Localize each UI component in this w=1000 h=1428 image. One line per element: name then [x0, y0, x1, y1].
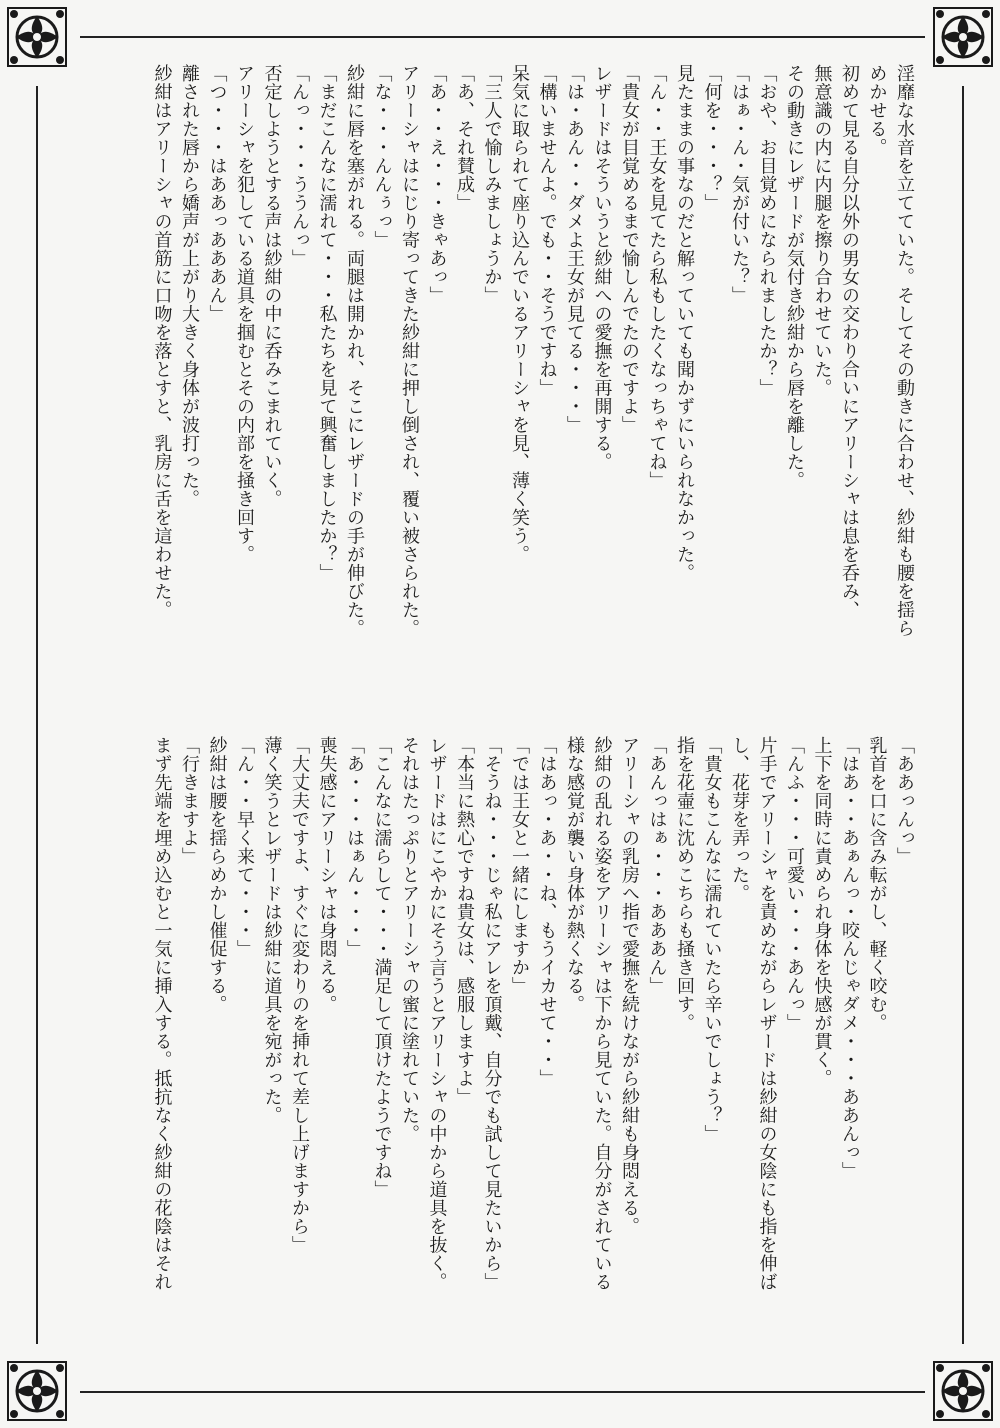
corner-ornament-icon [2, 1356, 72, 1426]
text-line: 「本当に熱心ですね貴女は、感服しますよ」 [454, 736, 475, 1106]
text-line: し、花芽を弄った。 [729, 736, 750, 903]
text-line: 「何を・・・？」 [701, 64, 723, 212]
text-line: 「ん・・早く来て・・・」 [234, 736, 255, 958]
text-line: 「三人で愉しみましょうか」 [481, 64, 503, 305]
text-line: 呆気に取られて座り込んでいるアリーシャを見、薄く笑う。 [509, 64, 530, 564]
text-line: 「あ・・え・・・きゃあっ」 [426, 64, 448, 305]
text-line: 指を花壷に沈めこちらも掻き回す。 [674, 736, 695, 1032]
text-line: 喪失感にアリーシャは身悶える。 [316, 736, 338, 1014]
text-line: 離された唇から嬌声が上がり大きく身体が波打った。 [179, 64, 200, 508]
text-line: 「あんっはぁ・・・あああん」 [646, 736, 668, 995]
text-line: 「あ、それ賛成」 [454, 64, 475, 212]
left-border-rule [36, 86, 38, 1344]
text-line: 「そうね・・・じゃ私にアレを頂戴、自分でも試して見たいから」 [481, 736, 503, 1291]
text-line: 「おや、お目覚めになられましたか？」 [756, 64, 778, 397]
text-line: 「貴女が目覚めるまで愉しんでたのですよ」 [619, 64, 640, 434]
text-line: 「な・・・んんぅっ」 [371, 64, 393, 249]
text-line: 「あ・・・はぁん・・・」 [344, 736, 365, 958]
text-line: 様な感覚が襲い身体が熱くなる。 [564, 736, 585, 1014]
text-line: めかせる。 [866, 64, 888, 157]
text-line: アリーシャはにじり寄ってきた紗紺に押し倒され、覆い被さられた。 [399, 64, 420, 638]
bottom-border-rule [80, 1391, 925, 1393]
text-line: アリーシャを犯している道具を掴むとその内部を掻き回す。 [234, 64, 255, 564]
text-line: 「こんなに濡らして・・・満足して頂けたようですね」 [371, 736, 393, 1199]
text-line: 「つ・・・はああっあああん」 [206, 64, 228, 323]
text-line: 「ん・・王女を見てたら私もしたくなっちゃてね」 [646, 64, 668, 490]
text-line: レザードはそういうと紗紺への愛撫を再開する。 [591, 64, 613, 471]
text-line: 初めて見る自分以外の男女の交わり合いにアリーシャは息を呑み、 [839, 64, 860, 619]
text-line: 「はあ・・あぁんっ・咬んじゃダメ・・・ああんっ」 [839, 736, 860, 1180]
text-line: 「まだこんなに濡れて・・・私たちを見て興奮しましたか？」 [316, 64, 338, 582]
text-line: アリーシャの乳房へ指で愛撫を続けながら紗紺も身悶える。 [619, 736, 640, 1236]
text-line: 「は・あん・・ダメよ王女が見てる・・・」 [564, 64, 585, 434]
text-line: 「んふ・・・可愛い・・・あんっ」 [784, 736, 805, 1032]
corner-ornament-icon [2, 2, 72, 72]
text-line: 紗紺に唇を塞がれる。両腿は開かれ、そこにレザードの手が伸びた。 [344, 64, 365, 638]
text-line: その動きにレザードが気付き紗紺から唇を離した。 [784, 64, 805, 490]
text-line: 「構いませんよ。でも・・そうですね」 [536, 64, 558, 397]
text-line: 否定しようとする声は紗紺の中に呑みこまれていく。 [261, 64, 283, 508]
lower-text-block [148, 736, 918, 1366]
text-line: まず先端を埋め込むと一気に挿入する。抵抗なく紗紺の花陰はそれ [151, 736, 173, 1291]
text-line: 「ああっんっ」 [894, 736, 915, 866]
text-line: 片手でアリーシャを責めながらレザードは紗紺の女陰にも指を伸ば [756, 736, 778, 1291]
text-line: 乳首を口に含み転がし、軽く咬む。 [866, 736, 888, 1032]
text-line: 紗紺はアリーシャの首筋に口吻を落とすと、乳房に舌を這わせた。 [151, 64, 173, 619]
text-line: 「大丈夫ですよ、すぐに変わりのを挿れて差し上げますから」 [289, 736, 310, 1254]
text-line: 上下を同時に責められ身体を快感が貫く。 [811, 736, 833, 1088]
top-border-rule [80, 36, 925, 38]
right-border-rule [962, 86, 964, 1344]
corner-ornament-icon [928, 1356, 998, 1426]
corner-ornament-icon [928, 2, 998, 72]
text-line: レザードはにこやかにそう言うとアリーシャの中から道具を抜く。 [426, 736, 448, 1291]
text-line: 「貴女もこんなに濡れていたら辛いでしょう？」 [701, 736, 723, 1143]
text-line: 薄く笑うとレザードは紗紺に道具を宛がった。 [261, 736, 283, 1125]
text-line: 紗紺は腰を揺らめかし催促する。 [206, 736, 228, 1014]
text-line: 無意識の内に内腿を擦り合わせていた。 [811, 64, 833, 397]
text-line: 「行きますよ」 [179, 736, 200, 866]
upper-text-block [148, 64, 918, 674]
text-line: それはたっぷりとアリーシャの蜜に塗れていた。 [399, 736, 420, 1143]
text-line: 「では王女と一緒にしますか」 [509, 736, 530, 995]
text-line: 紗紺の乱れる姿をアリーシャは下から見ていた。自分がされている [591, 736, 613, 1291]
text-line: 「はぁ・ん・気が付いた？」 [729, 64, 750, 305]
text-line: 見たままの事なのだと解っていても聞かずにいられなかった。 [674, 64, 695, 582]
text-line: 淫靡な水音を立てていた。そしてその動きに合わせ、紗紺も腰を揺ら [894, 64, 915, 638]
text-line: 「はあっ・あ・・ね、もうイカせて・・」 [536, 736, 558, 1088]
text-line: 「んっ・・・ううんっ」 [289, 64, 310, 268]
